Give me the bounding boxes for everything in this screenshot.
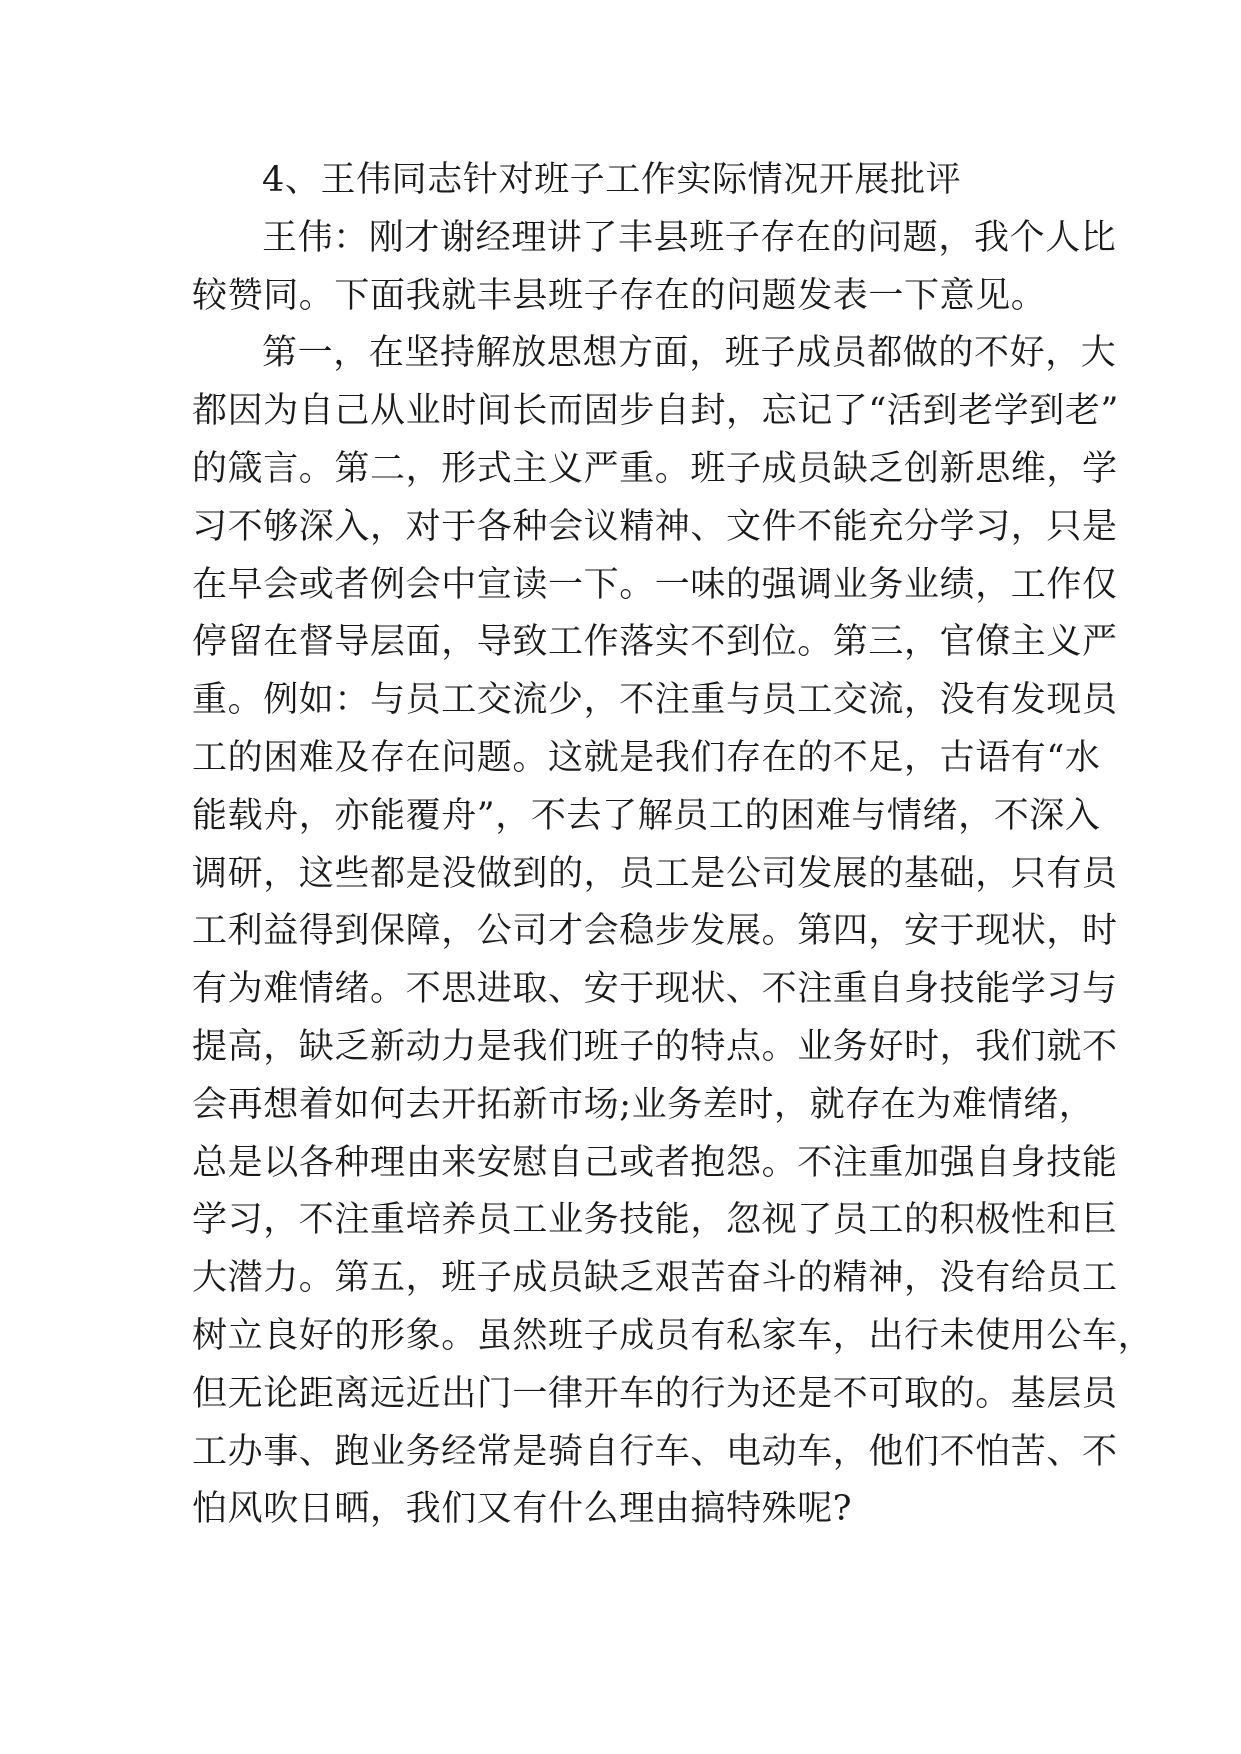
paragraph-line: 提高，缺乏新动力是我们班子的特点。业务好时，我们就不 [192,1026,1118,1067]
paragraph-line: 较赞同。下面我就丰县班子存在的问题发表一下意见。 [192,275,1047,316]
paragraph-line: 但无论距离远近出门一律开车的行为还是不可取的。基层员 [192,1373,1118,1414]
paragraph-line: 大潜力。第五，班子成员缺乏艰苦奋斗的精神，没有给员工 [192,1258,1118,1299]
paragraph-line: 第一，在坚持解放思想方面，班子成员都做的不好，大 [262,333,1117,374]
paragraph-line: 会再想着如何去开拓新市场;业务差时，就存在为难情绪， [192,1084,1095,1125]
paragraph-line: 总是以各种理由来安慰自己或者抱怨。不注重加强自身技能 [192,1142,1118,1183]
paragraph-line: 怕风吹日晒，我们又有什么理由搞特殊呢? [192,1489,853,1530]
paragraph-line: 工利益得到保障，公司才会稳步发展。第四，安于现状，时 [192,911,1118,952]
paragraph-line: 能载舟，亦能覆舟”，不去了解员工的困难与情绪，不深入 [192,795,1101,836]
paragraph-line: 的箴言。第二，形式主义严重。班子成员缺乏创新思维，学 [192,448,1118,489]
paragraph-line: 王伟：刚才谢经理讲了丰县班子存在的问题，我个人比 [262,217,1117,258]
paragraph-line: 工的困难及存在问题。这就是我们存在的不足，古语有“水 [192,737,1101,778]
paragraph-line: 有为难情绪。不思进取、安于现状、不注重自身技能学习与 [192,969,1118,1010]
paragraph-line: 习不够深入，对于各种会议精神、文件不能充分学习，只是 [192,506,1118,547]
paragraph-line: 都因为自己从业时间长而固步自封，忘记了“活到老学到老” [192,391,1119,432]
paragraph-line: 调研，这些都是没做到的，员工是公司发展的基础，只有员 [192,853,1118,894]
paragraph-line: 在早会或者例会中宣读一下。一味的强调业务业绩，工作仅 [192,564,1118,605]
body-text [192,152,1154,1539]
paragraph-line: 学习，不注重培养员工业务技能，忽视了员工的积极性和巨 [192,1200,1118,1241]
section-heading: 4、王伟同志针对班子工作实际情况开展批评 [262,160,962,200]
paragraph-line: 工办事、跑业务经常是骑自行车、电动车，他们不怕苦、不 [192,1431,1118,1472]
paragraph-line: 重。例如：与员工交流少，不注重与员工交流，没有发现员 [192,680,1118,721]
paragraph-line: 停留在督导层面，导致工作落实不到位。第三，官僚主义严 [192,622,1118,663]
paragraph-line: 树立良好的形象。虽然班子成员有私家车，出行未使用公车， [192,1315,1154,1356]
